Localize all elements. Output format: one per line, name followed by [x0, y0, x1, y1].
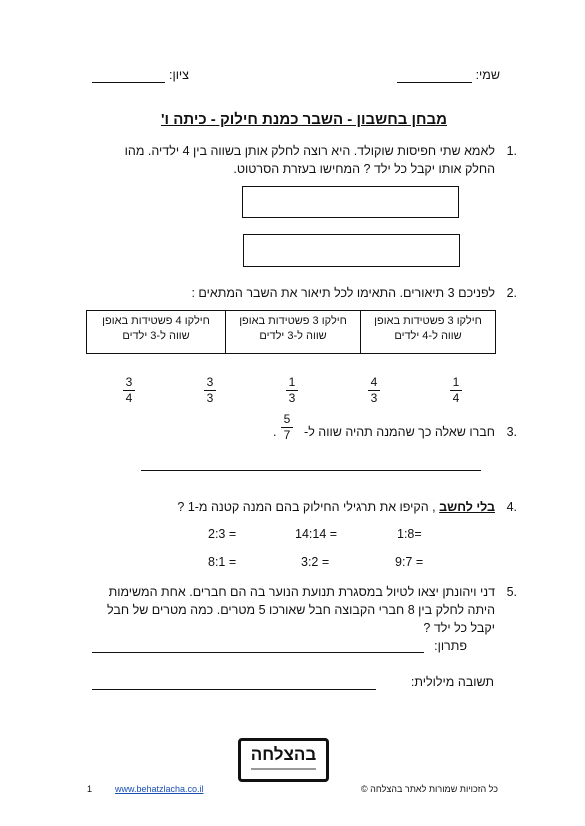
q1-text-line2: החלק אותו יקבל כל ילד ? המחישו בעזרת הסרטוט.	[233, 162, 495, 176]
description-cell-2: חילקו 3 פשטידות באופן שווה ל-3 ילדים	[226, 311, 361, 354]
fraction-4-3[interactable]	[366, 376, 382, 405]
answer-line[interactable]	[92, 689, 376, 690]
q3-number: 3.	[506, 425, 517, 439]
q3-answer-line[interactable]	[141, 470, 481, 471]
q3-period: .	[273, 425, 277, 439]
q1-number: 1.	[506, 144, 517, 158]
grade-label: ציון:	[168, 68, 189, 82]
q1-text-line1: לאמא שתי חפיסות שוקולד. היא רוצה לחלק אותן בשווה בין 4 ילדיה. מהו	[124, 144, 495, 158]
answer-label: תשובה מילולית:	[410, 675, 494, 689]
fraction-3-4[interactable]	[121, 376, 137, 405]
fraction-numerator: 1	[288, 375, 296, 389]
fraction-3-3[interactable]	[202, 376, 218, 405]
exercise-8-1[interactable]: 8:1 =	[208, 555, 237, 569]
q4-instruction: , הקיפו את תרגילי החילוק בהם המנה קטנה מ-1 ?	[177, 500, 436, 514]
fraction-1-4[interactable]	[448, 376, 464, 405]
site-link[interactable]: www.behatzlacha.co.il	[115, 784, 204, 794]
q1-drawing-box-1[interactable]	[242, 186, 459, 218]
q2-number: 2.	[506, 286, 517, 300]
grade-field[interactable]	[92, 82, 165, 83]
q5-text-line1: דני ויהונתן יצאו לטיול במסגרת תנועת הנוער בה הם חברים. אחת המשימות	[108, 585, 495, 599]
fraction-numerator: 4	[370, 375, 378, 389]
descriptions-table	[86, 310, 496, 354]
q5-number: 5.	[506, 585, 517, 599]
exercise-1-8[interactable]: 1:8=	[397, 527, 422, 541]
q3-text: חברו שאלה כך שהמנה תהיה שווה ל-	[304, 425, 495, 439]
fraction-1-3[interactable]	[284, 376, 300, 405]
exercise-3-2[interactable]: 3:2 =	[301, 555, 330, 569]
copyright-text: כל הזכויות שמורות לאתר בהצלחה ©	[361, 784, 498, 794]
q5-text-line2: היתה לחלק בין 8 חברי הקבוצה חבל שאורכו 5 מטרים. כמה מטרים של חבל	[107, 603, 495, 617]
fraction-numerator: 3	[125, 375, 133, 389]
q4-text	[177, 500, 495, 514]
exercise-2-3[interactable]: 2:3 =	[208, 527, 237, 541]
q4-emphasis: בלי לחשב	[439, 500, 495, 514]
q1-drawing-box-2[interactable]	[243, 234, 460, 267]
fraction-denominator: 3	[288, 391, 296, 405]
fraction-numerator: 3	[206, 375, 214, 389]
page-title: מבחן בחשבון - השבר כמנת חילוק - כיתה ו'	[160, 111, 447, 128]
solution-line[interactable]	[92, 652, 424, 653]
fraction-denominator: 7	[283, 428, 291, 442]
fraction-numerator: 1	[452, 375, 460, 389]
fraction-denominator: 4	[452, 391, 460, 405]
name-field[interactable]	[397, 82, 472, 83]
q4-number: 4.	[506, 500, 517, 514]
fraction-denominator: 3	[370, 391, 378, 405]
behatzlacha-logo	[238, 738, 329, 782]
q2-text: לפניכם 3 תיאורים. התאימו לכל תיאור את השבר המתאים :	[191, 286, 495, 300]
logo-text: בהצלחה	[250, 745, 317, 764]
q3-fraction-5-7	[279, 413, 295, 442]
solution-label: פתרון:	[434, 639, 467, 653]
fraction-denominator: 3	[206, 391, 214, 405]
exercise-9-7[interactable]: 9:7 =	[395, 555, 424, 569]
description-cell-3: חילקו 4 פשטידות באופן שווה ל-3 ילדים	[87, 311, 226, 354]
fraction-numerator: 5	[283, 412, 291, 426]
description-cell-1: חילקו 3 פשטידות באופן שווה ל-4 ילדים	[361, 311, 496, 354]
exercise-14-14[interactable]: 14:14 =	[295, 527, 338, 541]
q5-text-line3: יקבל כל ילד ?	[423, 621, 495, 635]
logo-underline	[251, 768, 316, 773]
page-number: 1	[87, 784, 93, 794]
fraction-denominator: 4	[125, 391, 133, 405]
name-label: שמי:	[475, 68, 500, 82]
